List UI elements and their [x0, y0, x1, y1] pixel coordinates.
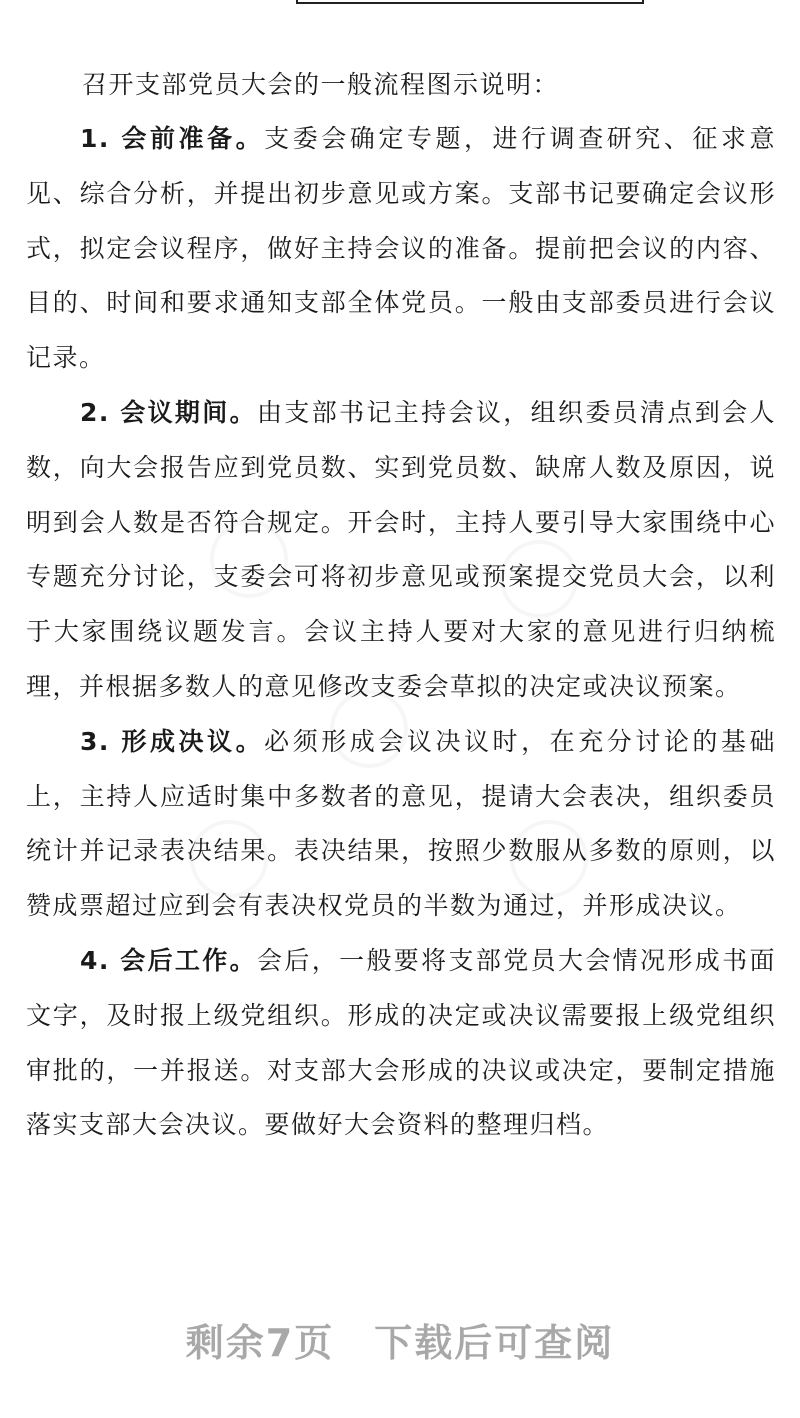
section-1	[26, 112, 776, 386]
section-number: 2.	[80, 397, 110, 427]
section-heading: 会议期间。	[120, 397, 258, 427]
section-3	[26, 715, 776, 934]
intro-line: 召开支部党员大会的一般流程图示说明：	[82, 70, 560, 99]
section-number: 1.	[80, 124, 110, 153]
section-text: 支委会确定专题，进行调查研究、征求意见、综合分析，并提出初步意见或方案。支部书记要确定会议形式，拟定会议程序，做好主持会议的准备。提前把会议的内容、目的、时间和要求通知支部全体党员。一般由支部委员进行会议记录。	[26, 124, 776, 373]
section-heading: 会前准备。	[121, 124, 265, 153]
section-text: 会后，一般要将支部党员大会情况形成书面文字，及时报上级党组织。形成的决定或决议需要报上级党组织审批的，一并报送。对支部大会形成的决议或决定，要制定措施落实支部大会决议。要做好大会资料的整理归档。	[26, 945, 776, 1140]
section-text: 必须形成会议决议时，在充分讨论的基础上，主持人应适时集中多数者的意见，提请大会表决，组织委员统计并记录表决结果。表决结果，按照少数服从多数的原则，以赞成票超过应到会有表决权党员的半数为通过，并形成决议。	[26, 726, 776, 921]
section-text: 由支部书记主持会议，组织委员清点到会人数，向大会报告应到党员数、实到党员数、缺席人数及原因，说明到会人数是否符合规定。开会时，主持人要引导大家围绕中心专题充分讨论，支委会可将初步意见或预案提交党员大会，以利于大家围绕议题发言。会议主持人要对大家的意见进行归纳梳理，并根据多数人的意见修改支委会草拟的决定或决议预案。	[26, 397, 776, 701]
document-body	[26, 58, 776, 1153]
section-heading: 形成决议。	[121, 726, 265, 756]
download-to-view-text: 下载后可查阅	[374, 1321, 615, 1365]
section-2	[26, 386, 776, 715]
section-4	[26, 934, 776, 1153]
top-frame-border	[296, 0, 644, 4]
section-number: 4.	[80, 945, 110, 975]
section-heading: 会后工作。	[120, 945, 258, 975]
remaining-pages-text: 剩余7页	[185, 1321, 335, 1365]
remaining-pages-notice[interactable]	[0, 1312, 800, 1367]
section-number: 3.	[80, 726, 110, 756]
